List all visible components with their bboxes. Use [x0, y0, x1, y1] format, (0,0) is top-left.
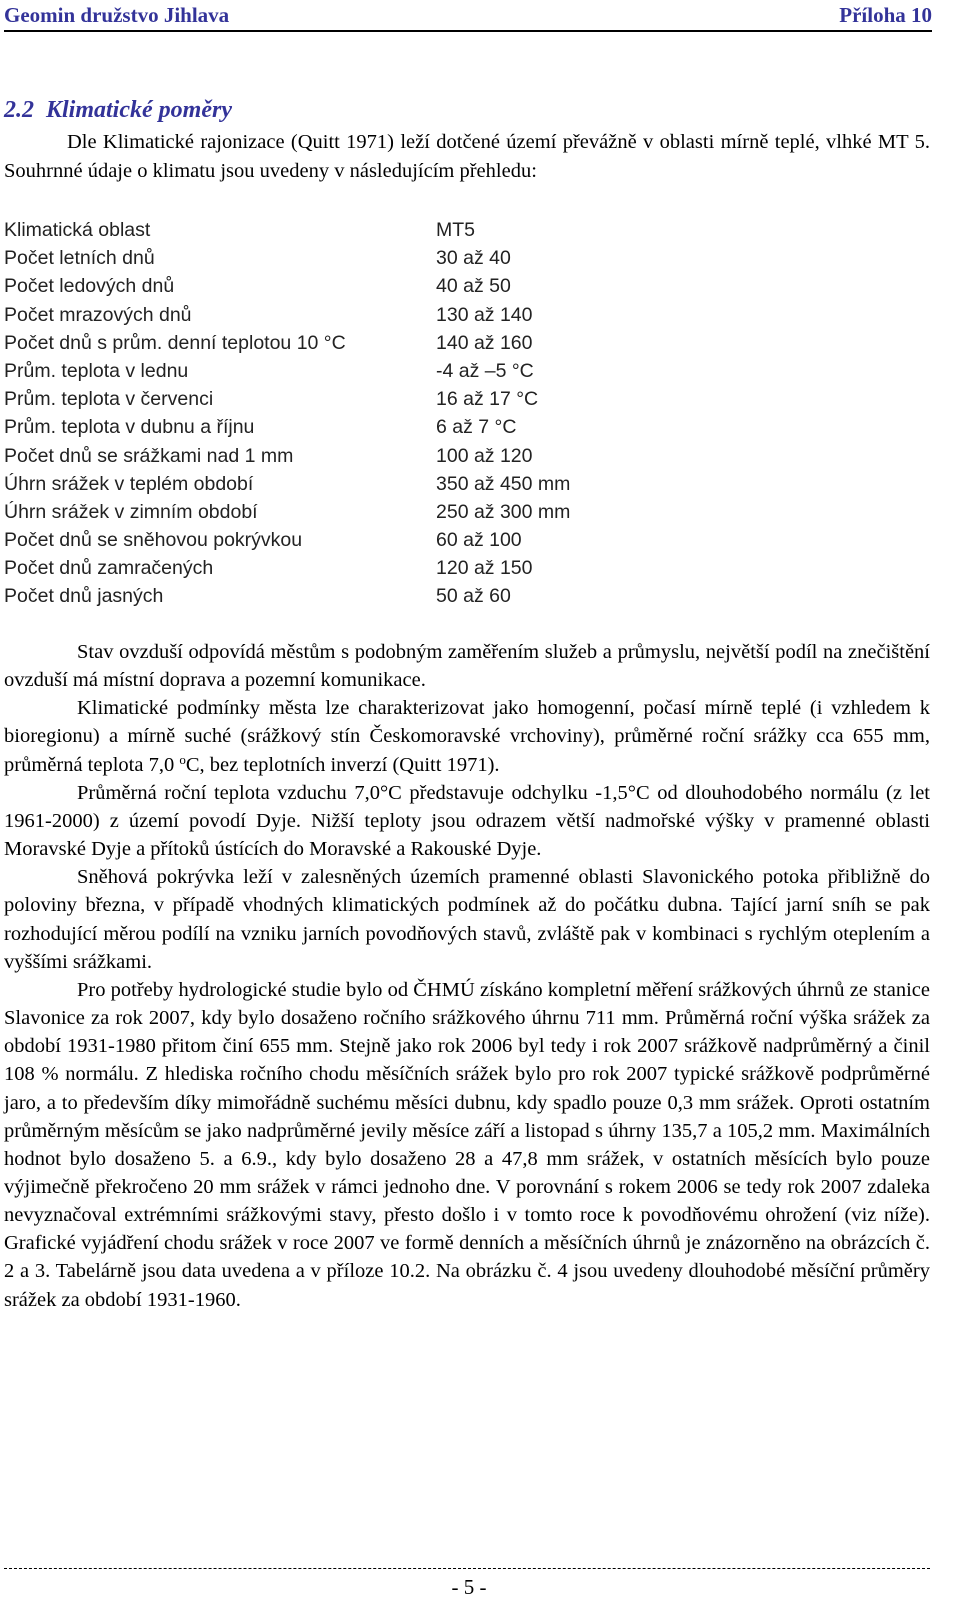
climate-label: Prům. teplota v dubnu a říjnu: [4, 416, 255, 439]
paragraph-precipitation: Pro potřeby hydrologické studie bylo od ČHMÚ získáno kompletní měření srážkových úhrnů ze stanice Slavonice za rok 2007, kdy bylo dosaženo ročního srážkového úhrnu 711 mm. Průměrná roční výška srážek za období 1931-1980 přitom činí 655 mm. Stejně jako rok 2006 byl tedy i rok 2007 srážkově nadprůměrný a činil 108 % normálu. Z hlediska ročního chodu měsíčních srážek bylo pro rok 2007 typické srážkově podprůměrné jaro, a to především díky mimořádně suchému měsíci dubnu, kdy spadlo pouze 0,3 mm srážek. Oproti ostatním průměrným měsícům se jako nadprůměrné jevily měsíce září a listopad s úhrny 135,7 a 105,2 mm. Maximálních hodnot bylo dosaženo 5. a 6.9., kdy bylo dosaženo 28 a 47,8 mm srážek, v ostatních měsících bylo pouze výjimečně překročeno 20 mm srážek v rámci jednoho dne. V porovnání s rokem 2006 se tedy rok 2007 zdaleka nevyznačoval extrémními srážkovými stavy, přesto došlo i v tomto roce k povodňovému ohrožení (viz níže). Grafické vyjádření chodu srážek v roce 2007 ve formě denních a měsíčních úhrnů je znázorněno na obrázcích č. 2 a 3. Tabelárně jsou data uvedena a v příloze 10.2. Na obrázku č. 4 jsou uvedeny dlouhodobé měsíční průměry srážek za období 1931-1960.: [4, 978, 930, 1311]
climate-row: [4, 413, 636, 441]
climate-value: 120 až 150: [436, 557, 533, 580]
section-heading: [4, 97, 232, 124]
paragraph-climate-conditions: Klimatické podmínky města lze charakterizovat jako homogenní, počasí mírně teplé (i vzhledem k bioregionu) a mírně suché (srážkový stín Českomoravské vrchoviny), průměrné roční srážky cca 655 mm, průměrná teplota 7,0 $^o$C, bez teplotních inverzí (Quitt 1971).: [4, 697, 930, 776]
climate-value: 140 až 160: [436, 331, 533, 354]
climate-row: [4, 357, 636, 385]
climate-row: [4, 526, 636, 554]
header-organization: Geomin družstvo Jihlava: [4, 3, 230, 27]
climate-label: Počet dnů jasných: [4, 585, 164, 608]
climate-value: 100 až 120: [436, 444, 533, 467]
climate-value: MT5: [436, 219, 475, 241]
climate-value: 350 až 450 mm: [436, 472, 571, 495]
climate-value: 60 až 100: [436, 529, 522, 552]
page-number: - 5 -: [451, 1575, 487, 1599]
paragraph-annual-temperature: Průměrná roční teplota vzduchu 7,0°C představuje odchylku -1,5°C od dlouhodobého normálu (z let 1961-2000) z území povodí Dyje. Nižší teploty jsou odrazem větší nadmořské výšky v pramenné oblasti Moravské Dyje a přítoků ústících do Moravské a Rakouské Dyje.: [4, 781, 930, 861]
climate-summary-table: [4, 216, 636, 611]
climate-row: [4, 272, 636, 300]
paragraph-air-quality: Stav ovzduší odpovídá městům s podobným zaměřením služeb a průmyslu, největší podíl na znečištění ovzduší má místní doprava a pozemní komunikace.: [4, 641, 930, 692]
climate-value: -4 až –5 °C: [436, 359, 534, 382]
climate-label: Klimatická oblast: [4, 219, 151, 241]
climate-label: Počet dnů zamračených: [4, 557, 214, 580]
section-number: 2.2: [4, 97, 34, 123]
intro-paragraph: [4, 128, 930, 186]
climate-label: Počet dnů se srážkami nad 1 mm: [4, 444, 294, 467]
climate-row: [4, 582, 636, 610]
body-text: [4, 638, 930, 1314]
climate-row: [4, 554, 636, 582]
page-header: [4, 0, 932, 32]
climate-label: Počet dnů s prům. denní teplotou 10 °C: [4, 331, 346, 354]
climate-label: Prům. teplota v lednu: [4, 359, 189, 382]
climate-label: Úhrn srážek v teplém období: [4, 472, 254, 495]
climate-label: Počet letních dnů: [4, 247, 155, 270]
footer-divider: [4, 1568, 930, 1569]
climate-value: 250 až 300 mm: [436, 500, 571, 523]
climate-value: 50 až 60: [436, 585, 511, 608]
climate-value: 130 až 140: [436, 303, 533, 326]
climate-value: 6 až 7 °C: [436, 416, 517, 439]
climate-row: [4, 216, 636, 244]
climate-label: Počet ledových dnů: [4, 275, 175, 298]
section-title: Klimatické poměry: [46, 97, 232, 123]
climate-label: Úhrn srážek v zimním období: [4, 500, 258, 523]
climate-row: [4, 442, 636, 470]
climate-row: [4, 329, 636, 357]
climate-row: [4, 301, 636, 329]
climate-value: 16 až 17 °C: [436, 388, 539, 411]
climate-label: Počet dnů se sněhovou pokrývkou: [4, 529, 303, 552]
climate-row: [4, 498, 636, 526]
climate-row: [4, 244, 636, 272]
paragraph-snow-cover: Sněhová pokrývka leží v zalesněných územích pramenné oblasti Slavonického potoka přibližně do poloviny března, v případě vhodných klimatických podmínek až do počátku dubna. Tající jarní sníh se pak rozhodující měrou podílí na vzniku jarních povodňových stavů, zvláště pak v kombinaci s rychlým oteplením a vyššími srážkami.: [4, 866, 930, 973]
header-appendix: Příloha 10: [839, 3, 932, 27]
climate-label: Prům. teplota v červenci: [4, 388, 214, 411]
climate-row: [4, 385, 636, 413]
climate-row: [4, 470, 636, 498]
intro-text: Dle Klimatické rajonizace (Quitt 1971) leží dotčené území převážně v oblasti mírně teplé, vlhké MT 5. Souhrnné údaje o klimatu jsou uvedeny v následujícím přehledu:: [4, 131, 930, 182]
climate-value: 40 až 50: [436, 275, 511, 298]
climate-label: Počet mrazových dnů: [4, 303, 192, 326]
degree-superscript: o: [179, 751, 186, 767]
climate-value: 30 až 40: [436, 247, 511, 270]
